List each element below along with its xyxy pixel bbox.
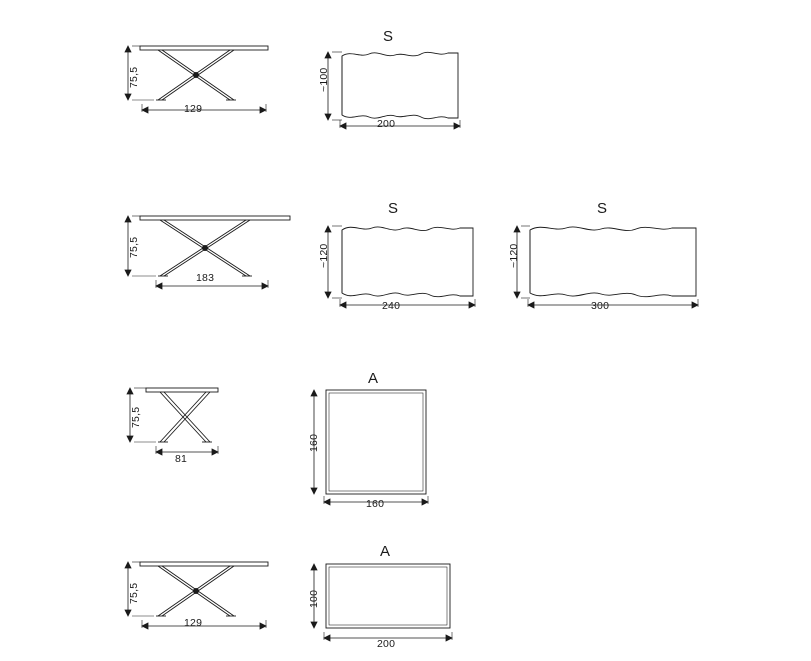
type-label-row4-a: A bbox=[380, 543, 391, 560]
figure-row2-top-s-300 bbox=[508, 212, 708, 312]
type-label-row2-s-240: S bbox=[388, 200, 399, 217]
dim-row2-height: 75,5 bbox=[128, 236, 140, 258]
dim-row3-width: 81 bbox=[175, 453, 188, 465]
dim-row2-top240-width: 240 bbox=[382, 300, 401, 312]
dim-row1-height: 75,5 bbox=[128, 66, 140, 88]
type-label-row1-s: S bbox=[383, 28, 394, 45]
type-label-row3-a: A bbox=[368, 370, 379, 387]
dim-row1-top-width: 200 bbox=[377, 118, 396, 130]
dim-row4-top-width: 200 bbox=[377, 638, 396, 650]
dim-row2-width: 183 bbox=[196, 272, 215, 284]
dim-row3-height: 75,5 bbox=[130, 406, 142, 428]
dim-row3-top-depth: 160 bbox=[308, 433, 320, 452]
figure-row2-top-s-240 bbox=[318, 212, 483, 312]
dim-row2-top300-depth: ~120 bbox=[508, 243, 520, 268]
dim-row2-top300-width: 300 bbox=[591, 300, 610, 312]
dim-row2-top240-depth: ~120 bbox=[318, 243, 330, 268]
figure-row3-top-a-160 bbox=[306, 382, 441, 510]
type-label-row2-s-300: S bbox=[597, 200, 608, 217]
dim-row4-top-depth: 100 bbox=[308, 589, 320, 608]
dim-row4-height: 75,5 bbox=[128, 582, 140, 604]
dim-row1-width: 129 bbox=[184, 103, 203, 115]
dim-row1-top-depth: ~100 bbox=[318, 67, 330, 92]
dim-row3-top-width: 160 bbox=[366, 498, 385, 510]
dim-row4-width: 129 bbox=[184, 617, 203, 629]
